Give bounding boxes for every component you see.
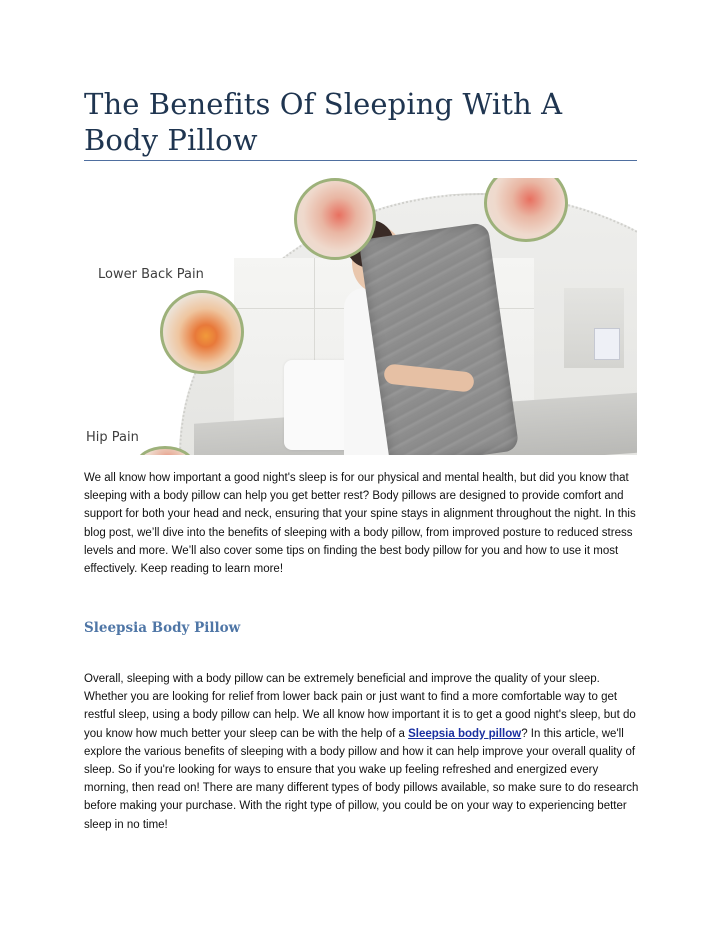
paragraph-text-after-link: ? In this article, we'll explore the various benefits of sleeping with a body pillow and how it can help improve your overall quality of sleep. So if you're looking for ways to ensure that you wake up feeling refreshed and energized every morning, then read on! There are many different types of body pillows available, so make sure to do research before making your purchase. With the right type of pillow, you could be on your way to experiencing better sleep in no time! bbox=[84, 727, 639, 831]
back-pain-callout-icon bbox=[294, 178, 376, 260]
hip-pain-label: Hip Pain bbox=[86, 430, 139, 445]
title-underline-divider bbox=[84, 160, 637, 161]
lower-back-pain-label: Lower Back Pain bbox=[98, 267, 204, 282]
paragraph-text-before-link: Overall, sleeping with a body pillow can be extremely beneficial and improve the quality of your sleep. Whether you are looking for relief from lower back pain or just want to find a more comfortable way to get restful sleep, using a body pillow can help. We all know how important it is to get a good night's sleep, but do you know how much better your sleep can be with the help of a bbox=[84, 673, 636, 740]
section-heading: Sleepsia Body Pillow bbox=[84, 620, 241, 636]
product-box bbox=[594, 328, 620, 360]
page-title: The Benefits Of Sleeping With A Body Pillow bbox=[84, 87, 563, 157]
section-paragraph bbox=[84, 670, 644, 834]
sleepsia-body-pillow-link[interactable]: Sleepsia body pillow bbox=[408, 727, 522, 740]
intro-paragraph: We all know how important a good night's sleep is for our physical and mental health, but did you know that sleeping with a body pillow can help you get better rest? Body pillows are designed to provide comfort and support for both your head and neck, ensuring that your spine stays in alignment throughout the night. In this blog post, we’ll dive into the benefits of sleeping with a body pillow, from improved posture to reduced stress levels and more. We’ll also cover some tips on finding the best body pillow for you and how to use it most effectively. Keep reading to learn more! bbox=[84, 472, 636, 576]
hip-pain-callout-icon bbox=[160, 290, 244, 374]
hero-image bbox=[84, 178, 637, 455]
